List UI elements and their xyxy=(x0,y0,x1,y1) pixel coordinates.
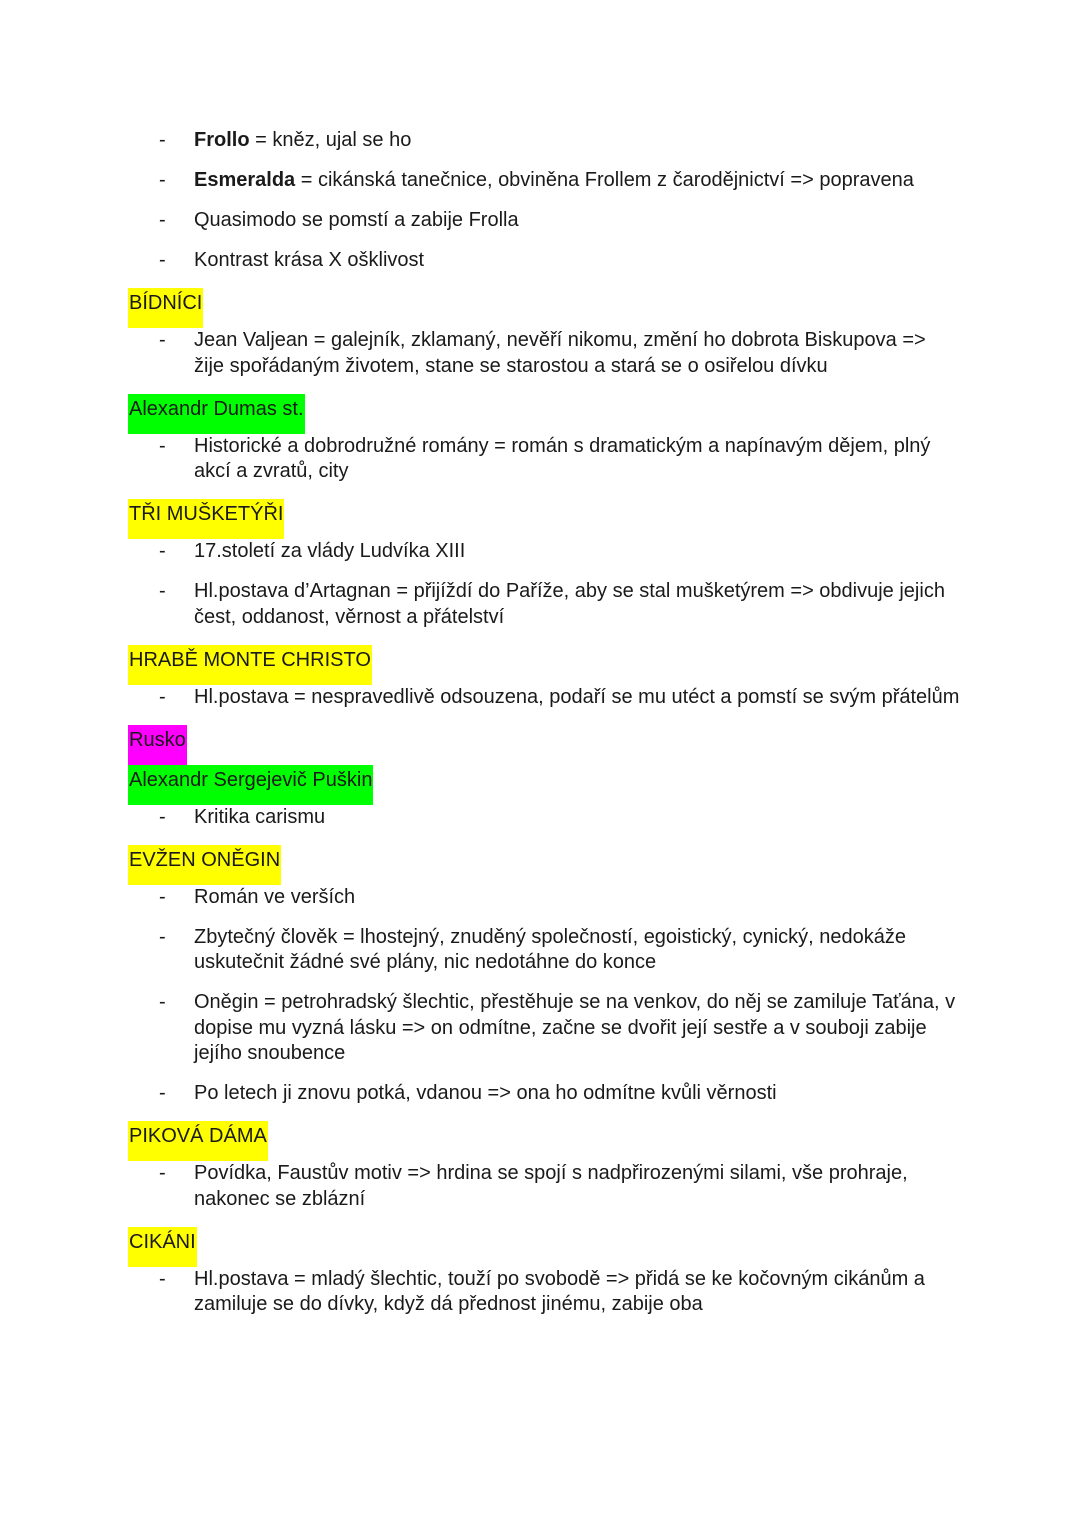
section-heading: PIKOVÁ DÁMA xyxy=(128,1121,268,1161)
bullet-item xyxy=(0,1267,1080,1318)
bullet-text: Po letech ji znovu potká, vdanou => ona ho odmítne kvůli věrnosti xyxy=(194,1082,777,1104)
bullet-marker: - xyxy=(159,685,166,708)
bullet-marker: - xyxy=(159,169,166,191)
bullet-text: Román ve verších xyxy=(194,885,356,908)
bullet-text: Kontrast krása X ošklivost xyxy=(194,249,425,271)
bullet-item xyxy=(0,579,1080,630)
document-page xyxy=(0,128,1080,1332)
bullet-marker: - xyxy=(159,540,166,562)
section-heading: TŘI MUŠKETÝŘI xyxy=(128,499,284,539)
bullet-item xyxy=(0,990,1080,1067)
bullet-item xyxy=(0,248,1080,274)
section-heading: Alexandr Dumas st. xyxy=(128,394,305,434)
bullet-text: Jean Valjean = galejník, zklamaný, nevěří nikomu, změní ho dobrota Biskupova => žije spořádaným životem, stane se starostou a stará se o osiřelou dívku xyxy=(194,329,926,377)
section-heading: HRABĚ MONTE CHRISTO xyxy=(128,645,372,685)
section-heading: Alexandr Sergejevič Puškin xyxy=(128,765,373,805)
bullet-marker: - xyxy=(159,329,166,351)
bullet-item xyxy=(0,539,1080,565)
bullet-marker: - xyxy=(159,129,166,151)
bullet-marker: - xyxy=(159,209,166,231)
bullet-item xyxy=(0,1081,1080,1107)
section-heading-row xyxy=(0,394,1080,434)
section-heading: CIKÁNI xyxy=(128,1227,197,1267)
section-heading-row xyxy=(0,645,1080,685)
bullet-item xyxy=(0,168,1080,194)
section-heading: Rusko xyxy=(128,725,187,765)
bullet-item xyxy=(0,1161,1080,1212)
bullet-item xyxy=(0,805,1080,831)
section-heading-row xyxy=(0,499,1080,539)
bullet-item xyxy=(0,128,1080,154)
bullet-text: Hl.postava d’Artagnan = přijíždí do Paříže, aby se stal mušketýrem => obdivuje jejich čest, oddanost, věrnost a přátelství xyxy=(194,580,945,628)
section-heading-row xyxy=(0,765,1080,805)
section-heading-row xyxy=(0,288,1080,328)
bullet-item xyxy=(0,328,1080,379)
bullet-marker: - xyxy=(159,434,166,457)
bullet-item xyxy=(0,925,1080,976)
bullet-marker: - xyxy=(159,925,166,948)
bullet-item xyxy=(0,434,1080,485)
section-heading-row xyxy=(0,725,1080,765)
bullet-item xyxy=(0,685,1080,711)
bullet-text: Hl.postava = mladý šlechtic, touží po svobodě => přidá se ke kočovným cikánům a zamiluje se do dívky, když dá přednost jinému, zabije oba xyxy=(194,1267,925,1315)
bullet-marker: - xyxy=(159,885,166,908)
bullet-marker: - xyxy=(159,249,166,271)
section-heading: BÍDNÍCI xyxy=(128,288,203,328)
bullet-text: = cikánská tanečnice, obviněna Frollem z čarodějnictví => popravena xyxy=(295,169,914,191)
bullet-marker: - xyxy=(159,1162,166,1184)
section-heading-row xyxy=(0,845,1080,885)
bullet-marker: - xyxy=(159,805,166,828)
bullet-term: Esmeralda xyxy=(194,169,296,191)
section-heading-row xyxy=(0,1121,1080,1161)
bullet-text: Kritika carismu xyxy=(194,805,326,828)
bullet-text: = kněz, ujal se ho xyxy=(249,129,412,151)
section-heading: EVŽEN ONĚGIN xyxy=(128,845,281,885)
bullet-text: Povídka, Faustův motiv => hrdina se spojí s nadpřirozenými silami, vše prohraje, nakonec se zblázní xyxy=(194,1162,908,1210)
bullet-marker: - xyxy=(159,580,166,602)
bullet-marker: - xyxy=(159,991,166,1013)
bullet-text: 17.století za vlády Ludvíka XIII xyxy=(194,540,466,562)
bullet-text: Quasimodo se pomstí a zabije Frolla xyxy=(194,209,519,231)
section-heading-row xyxy=(0,1227,1080,1267)
bullet-text: Zbytečný člověk = lhostejný, znuděný společností, egoistický, cynický, nedokáže uskutečnit žádné své plány, nic nedotáhne do konce xyxy=(194,925,907,973)
bullet-text: Historické a dobrodružné romány = román s dramatickým a napínavým dějem, plný akcí a zvratů, city xyxy=(194,434,931,482)
bullet-term: Frollo xyxy=(194,129,250,151)
bullet-marker: - xyxy=(159,1082,166,1104)
bullet-item xyxy=(0,208,1080,234)
bullet-marker: - xyxy=(159,1267,166,1290)
bullet-item xyxy=(0,885,1080,911)
bullet-text: Hl.postava = nespravedlivě odsouzena, podaří se mu utéct a pomstí se svým přátelům xyxy=(194,685,960,708)
bullet-text: Oněgin = petrohradský šlechtic, přestěhuje se na venkov, do něj se zamiluje Taťána, v dopise mu vyzná lásku => on odmítne, začne se dvořit její sestře a v souboji zabije jejího snoubence xyxy=(194,991,956,1064)
